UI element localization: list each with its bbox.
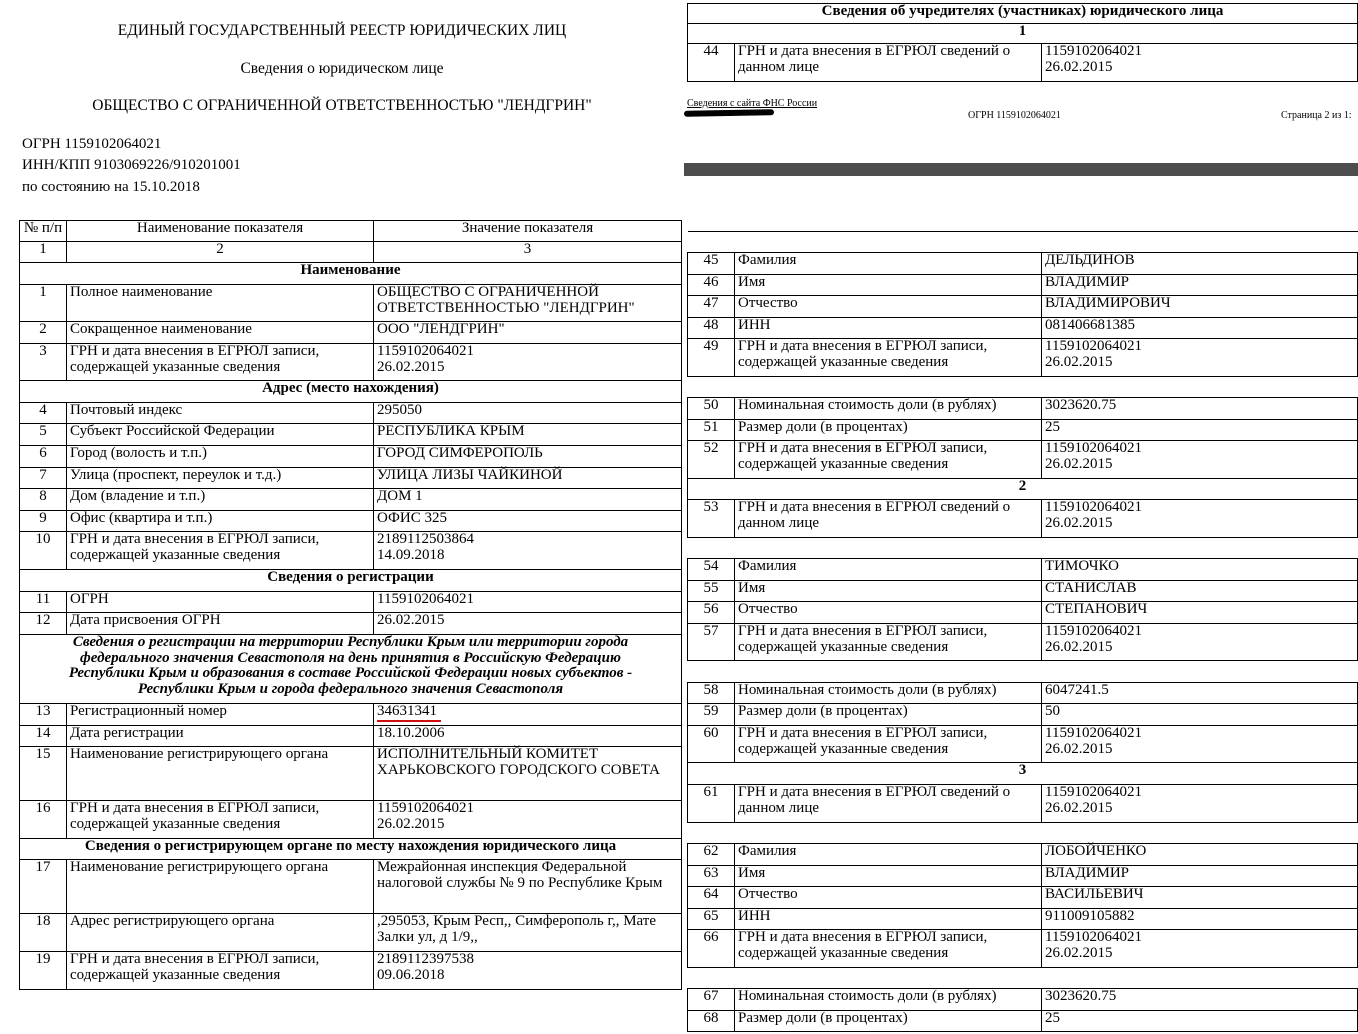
- table-row: [688, 930, 1358, 968]
- table-row: [688, 296, 1358, 318]
- row-label: Размер доли (в процентах): [735, 420, 1042, 441]
- row-number: 44: [688, 44, 735, 82]
- blank-row: [688, 538, 1358, 559]
- register-title: ЕДИНЫЙ ГОСУДАРСТВЕННЫЙ РЕЕСТР ЮРИДИЧЕСКИХ ЛИЦ: [117, 22, 567, 39]
- row-label: Отчество: [735, 887, 1042, 909]
- row-label: Сокращенное наименование: [67, 322, 374, 344]
- grn-value: 1159102064021: [1045, 43, 1142, 59]
- row-value: 26.02.2015: [374, 613, 682, 635]
- blank-row: [688, 377, 1358, 398]
- date-value: 26.02.2015: [1045, 638, 1113, 655]
- row-label: Размер доли (в процентах): [735, 704, 1042, 726]
- row-value: ВЛАДИМИРОВИЧ: [1042, 296, 1358, 318]
- section-crimea-registration: Сведения о регистрации на территории Республики Крым или территории города федерального значения Севастополя на день принятия в Российскую Федерацию Республики Крым и образования в составе Российской Федерации новых субъектов - Республики Крым и города федерального значения Севастополя: [20, 635, 682, 704]
- table-row: [20, 446, 682, 468]
- section-name: Наименование: [20, 263, 682, 285]
- grn-value: 1159102064021: [377, 800, 474, 816]
- table-row: [20, 532, 682, 570]
- row-label: Номинальная стоимость доли (в рублях): [735, 989, 1042, 1011]
- table-row: [20, 285, 682, 322]
- row-value: ГОРОД СИМФЕРОПОЛЬ: [374, 446, 682, 468]
- row-number: 48: [688, 318, 735, 339]
- grn-value: 1159102064021: [377, 343, 474, 359]
- row-value: ООО "ЛЕНДГРИН": [374, 322, 682, 344]
- blank-row: [688, 232, 1358, 253]
- row-value: [1042, 726, 1358, 763]
- table-row: [688, 887, 1358, 909]
- grn-value: 1159102064021: [1045, 623, 1142, 639]
- table-row: [688, 683, 1358, 704]
- row-label: ГРН и дата внесения в ЕГРЮЛ записи, содержащей указанные сведения: [67, 344, 374, 381]
- row-value: [1042, 500, 1358, 538]
- row-number: 54: [688, 559, 735, 581]
- col-num-header: № п/п: [20, 221, 67, 242]
- row-label: ГРН и дата внесения в ЕГРЮЛ записи, содержащей указанные сведения: [735, 339, 1042, 377]
- row-value: ИСПОЛНИТЕЛЬНЫЙ КОМИТЕТ ХАРЬКОВСКОГО ГОРОДСКОГО СОВЕТА: [374, 747, 682, 801]
- grn-value: 1159102064021: [1045, 499, 1142, 515]
- row-value: 25: [1042, 1011, 1358, 1032]
- table-row: [688, 726, 1358, 763]
- footer-source: Сведения с сайта ФНС России: [687, 98, 818, 109]
- row-number: 58: [688, 683, 735, 704]
- row-number: 4: [20, 403, 67, 424]
- table-header-row: [20, 221, 682, 242]
- row-number: 65: [688, 909, 735, 930]
- row-value: [1042, 930, 1358, 968]
- row-number: 59: [688, 704, 735, 726]
- row-number: 64: [688, 887, 735, 909]
- row-number: 14: [20, 726, 67, 747]
- row-number: 60: [688, 726, 735, 763]
- row-value: [374, 801, 682, 839]
- row-label: Регистрационный номер: [67, 704, 374, 726]
- row-value: [374, 952, 682, 990]
- table-row: [20, 592, 682, 613]
- row-label: Почтовый индекс: [67, 403, 374, 424]
- row-number: 19: [20, 952, 67, 990]
- row-label: Город (волость и т.п.): [67, 446, 374, 468]
- footer-ogrn: ОГРН 1159102064021: [968, 110, 1061, 121]
- table-row: [20, 344, 682, 381]
- table-row: [688, 909, 1358, 930]
- row-number: 9: [20, 511, 67, 532]
- row-value: 1159102064021: [374, 592, 682, 613]
- table-row: [20, 952, 682, 990]
- row-label: Фамилия: [735, 253, 1042, 275]
- row-value: [1042, 441, 1358, 479]
- row-number: 5: [20, 424, 67, 446]
- row-number: 16: [20, 801, 67, 839]
- table-row: [20, 801, 682, 839]
- date-value: 26.02.2015: [1045, 58, 1113, 75]
- table-row: [688, 275, 1358, 296]
- as-of-date-line: по состоянию на 15.10.2018: [22, 179, 200, 195]
- table-row: [688, 398, 1358, 420]
- row-value: 50: [1042, 704, 1358, 726]
- table-row: [688, 866, 1358, 887]
- table-row: [688, 785, 1358, 823]
- founders-table: [687, 231, 1358, 1032]
- row-value: ,295053, Крым Респ,, Симферополь г,, Мате Залки ул, д 1/9,,: [374, 914, 682, 952]
- table-row: [688, 602, 1358, 624]
- row-number: 12: [20, 613, 67, 635]
- row-value: ЛОБОЙЧЕНКО: [1042, 844, 1358, 866]
- table-row: [20, 914, 682, 952]
- row-label: ГРН и дата внесения в ЕГРЮЛ записи, содержащей указанные сведения: [735, 624, 1042, 661]
- section-registering-authority: Сведения о регистрирующем органе по месту нахождения юридического лица: [20, 839, 682, 860]
- grn-value: 1159102064021: [1045, 929, 1142, 945]
- row-value: Межрайонная инспекция Федеральной налоговой службы № 9 по Республике Крым: [374, 860, 682, 914]
- row-value: ДЕЛЬДИНОВ: [1042, 253, 1358, 275]
- row-number: 56: [688, 602, 735, 624]
- row-number: 47: [688, 296, 735, 318]
- grn-value: 1159102064021: [1045, 440, 1142, 456]
- row-number: 8: [20, 489, 67, 511]
- row-label: ГРН и дата внесения в ЕГРЮЛ сведений о данном лице: [735, 44, 1042, 82]
- row-number: 15: [20, 747, 67, 801]
- col-number: 3: [374, 242, 682, 263]
- row-number: 45: [688, 253, 735, 275]
- table-row: [20, 726, 682, 747]
- row-number: 53: [688, 500, 735, 538]
- row-value: [374, 344, 682, 381]
- row-label: Субъект Российской Федерации: [67, 424, 374, 446]
- founder-group-number: 3: [688, 763, 1358, 785]
- col-number: 1: [20, 242, 67, 263]
- table-row: [20, 322, 682, 344]
- row-value: 18.10.2006: [374, 726, 682, 747]
- founder-group-number: 1: [688, 24, 1358, 44]
- date-value: 14.09.2018: [377, 546, 445, 563]
- row-number: 66: [688, 930, 735, 968]
- row-label: Номинальная стоимость доли (в рублях): [735, 683, 1042, 704]
- grn-value: 2189112503864: [377, 531, 474, 547]
- row-value: 081406681385: [1042, 318, 1358, 339]
- table-row: [20, 489, 682, 511]
- row-label: Улица (проспект, переулок и т.д.): [67, 468, 374, 489]
- row-number: 49: [688, 339, 735, 377]
- table-row: [688, 1011, 1358, 1032]
- row-number: 13: [20, 704, 67, 726]
- organization-name: ОБЩЕСТВО С ОГРАНИЧЕННОЙ ОТВЕТСТВЕННОСТЬЮ "ЛЕНДГРИН": [92, 97, 592, 114]
- section-founders: Сведения об учредителях (участниках) юридического лица: [688, 4, 1358, 24]
- row-value: ДОМ 1: [374, 489, 682, 511]
- date-value: 26.02.2015: [1045, 799, 1113, 816]
- row-label: Дата присвоения ОГРН: [67, 613, 374, 635]
- grn-value: 2189112397538: [377, 951, 474, 967]
- table-row: [688, 989, 1358, 1011]
- table-row: [688, 253, 1358, 275]
- row-label: Имя: [735, 275, 1042, 296]
- row-label: Наименование регистрирующего органа: [67, 747, 374, 801]
- row-value: [1042, 785, 1358, 823]
- row-number: 52: [688, 441, 735, 479]
- date-value: 26.02.2015: [377, 815, 445, 832]
- col-value-header: Значение показателя: [374, 221, 682, 242]
- row-value: [1042, 624, 1358, 661]
- row-value: СТАНИСЛАВ: [1042, 581, 1358, 602]
- row-label: ГРН и дата внесения в ЕГРЮЛ записи, содержащей указанные сведения: [67, 801, 374, 839]
- ogrn-line: ОГРН 1159102064021: [22, 136, 162, 152]
- date-value: 26.02.2015: [1045, 455, 1113, 472]
- row-value: [1042, 44, 1358, 82]
- row-value: 25: [1042, 420, 1358, 441]
- row-label: ОГРН: [67, 592, 374, 613]
- table-row: [688, 44, 1358, 82]
- table-row: [20, 860, 682, 914]
- table-row: [20, 403, 682, 424]
- date-value: 09.06.2018: [377, 966, 445, 983]
- row-label: Дата регистрации: [67, 726, 374, 747]
- table-row: [688, 844, 1358, 866]
- table-row: [688, 500, 1358, 538]
- right-page: [684, 0, 1358, 1034]
- row-label: Имя: [735, 581, 1042, 602]
- table-row: [688, 420, 1358, 441]
- row-number: 46: [688, 275, 735, 296]
- table-row: [688, 318, 1358, 339]
- row-label: Дом (владение и т.п.): [67, 489, 374, 511]
- row-value: 3023620.75: [1042, 989, 1358, 1011]
- row-number: 10: [20, 532, 67, 570]
- row-value: ОБЩЕСТВО С ОГРАНИЧЕННОЙ ОТВЕТСТВЕННОСТЬЮ "ЛЕНДГРИН": [374, 285, 682, 322]
- table-row: [688, 581, 1358, 602]
- row-number: 17: [20, 860, 67, 914]
- grn-value: 1159102064021: [1045, 725, 1142, 741]
- founders-table-top: [687, 3, 1358, 82]
- registration-number-underlined: 34631341: [377, 704, 441, 722]
- row-value: ВАСИЛЬЕВИЧ: [1042, 887, 1358, 909]
- main-info-table: [19, 220, 682, 990]
- row-value: СТЕПАНОВИЧ: [1042, 602, 1358, 624]
- row-number: 67: [688, 989, 735, 1011]
- blank-row: [688, 968, 1358, 989]
- row-value: [374, 704, 682, 726]
- row-number: 7: [20, 468, 67, 489]
- inn-kpp-line: ИНН/КПП 9103069226/910201001: [22, 157, 241, 173]
- row-label: ИНН: [735, 318, 1042, 339]
- row-value: ОФИС 325: [374, 511, 682, 532]
- section-address: Адрес (место нахождения): [20, 381, 682, 403]
- blank-row: [688, 823, 1358, 844]
- table-row: [688, 339, 1358, 377]
- row-number: 3: [20, 344, 67, 381]
- redaction-scribble: [684, 109, 774, 117]
- row-label: ГРН и дата внесения в ЕГРЮЛ записи, содержащей указанные сведения: [67, 952, 374, 990]
- table-row: [20, 747, 682, 801]
- row-value: УЛИЦА ЛИЗЫ ЧАЙКИНОЙ: [374, 468, 682, 489]
- grn-value: 1159102064021: [1045, 784, 1142, 800]
- row-value: 3023620.75: [1042, 398, 1358, 420]
- date-value: 26.02.2015: [1045, 514, 1113, 531]
- row-label: Имя: [735, 866, 1042, 887]
- row-value: ВЛАДИМИР: [1042, 866, 1358, 887]
- blank-row: [688, 661, 1358, 683]
- row-number: 1: [20, 285, 67, 322]
- table-row: [20, 424, 682, 446]
- table-row: [688, 704, 1358, 726]
- table-row: [20, 511, 682, 532]
- row-label: Полное наименование: [67, 285, 374, 322]
- row-label: ГРН и дата внесения в ЕГРЮЛ записи, содержащей указанные сведения: [67, 532, 374, 570]
- row-value: [374, 532, 682, 570]
- table-row: [20, 704, 682, 726]
- row-number: 68: [688, 1011, 735, 1032]
- row-number: 55: [688, 581, 735, 602]
- date-value: 26.02.2015: [377, 358, 445, 375]
- row-number: 11: [20, 592, 67, 613]
- row-number: 62: [688, 844, 735, 866]
- date-value: 26.02.2015: [1045, 944, 1113, 961]
- row-number: 50: [688, 398, 735, 420]
- row-label: Размер доли (в процентах): [735, 1011, 1042, 1032]
- row-label: ГРН и дата внесения в ЕГРЮЛ записи, содержащей указанные сведения: [735, 441, 1042, 479]
- row-label: Отчество: [735, 296, 1042, 318]
- table-row: [20, 613, 682, 635]
- row-number: 63: [688, 866, 735, 887]
- table-row: [688, 559, 1358, 581]
- table-row: [688, 441, 1358, 479]
- row-label: ГРН и дата внесения в ЕГРЮЛ сведений о данном лице: [735, 500, 1042, 538]
- col-name-header: Наименование показателя: [67, 221, 374, 242]
- document-subtitle: Сведения о юридическом лице: [240, 60, 444, 77]
- row-label: Отчество: [735, 602, 1042, 624]
- table-row: [20, 468, 682, 489]
- grn-value: 1159102064021: [1045, 338, 1142, 354]
- row-number: 6: [20, 446, 67, 468]
- row-number: 18: [20, 914, 67, 952]
- table-row: [688, 624, 1358, 661]
- column-number-row: [20, 242, 682, 263]
- footer-page-number: Страница 2 из 1:: [1281, 110, 1352, 121]
- section-registration: Сведения о регистрации: [20, 570, 682, 592]
- row-value: РЕСПУБЛИКА КРЫМ: [374, 424, 682, 446]
- page-separator-bar: [684, 163, 1358, 176]
- row-label: Наименование регистрирующего органа: [67, 860, 374, 914]
- date-value: 26.02.2015: [1045, 353, 1113, 370]
- row-number: 2: [20, 322, 67, 344]
- col-number: 2: [67, 242, 374, 263]
- row-label: ИНН: [735, 909, 1042, 930]
- row-value: 911009105882: [1042, 909, 1358, 930]
- row-label: ГРН и дата внесения в ЕГРЮЛ записи, содержащей указанные сведения: [735, 726, 1042, 763]
- row-label: Адрес регистрирующего органа: [67, 914, 374, 952]
- row-number: 51: [688, 420, 735, 441]
- row-value: [1042, 339, 1358, 377]
- date-value: 26.02.2015: [1045, 740, 1113, 757]
- row-value: ТИМОЧКО: [1042, 559, 1358, 581]
- row-label: ГРН и дата внесения в ЕГРЮЛ записи, содержащей указанные сведения: [735, 930, 1042, 968]
- row-label: Фамилия: [735, 559, 1042, 581]
- row-label: ГРН и дата внесения в ЕГРЮЛ сведений о данном лице: [735, 785, 1042, 823]
- row-number: 57: [688, 624, 735, 661]
- row-label: Офис (квартира и т.п.): [67, 511, 374, 532]
- founder-group-number: 2: [688, 479, 1358, 500]
- row-value: ВЛАДИМИР: [1042, 275, 1358, 296]
- row-label: Фамилия: [735, 844, 1042, 866]
- row-value: 295050: [374, 403, 682, 424]
- row-label: Номинальная стоимость доли (в рублях): [735, 398, 1042, 420]
- row-value: 6047241.5: [1042, 683, 1358, 704]
- row-number: 61: [688, 785, 735, 823]
